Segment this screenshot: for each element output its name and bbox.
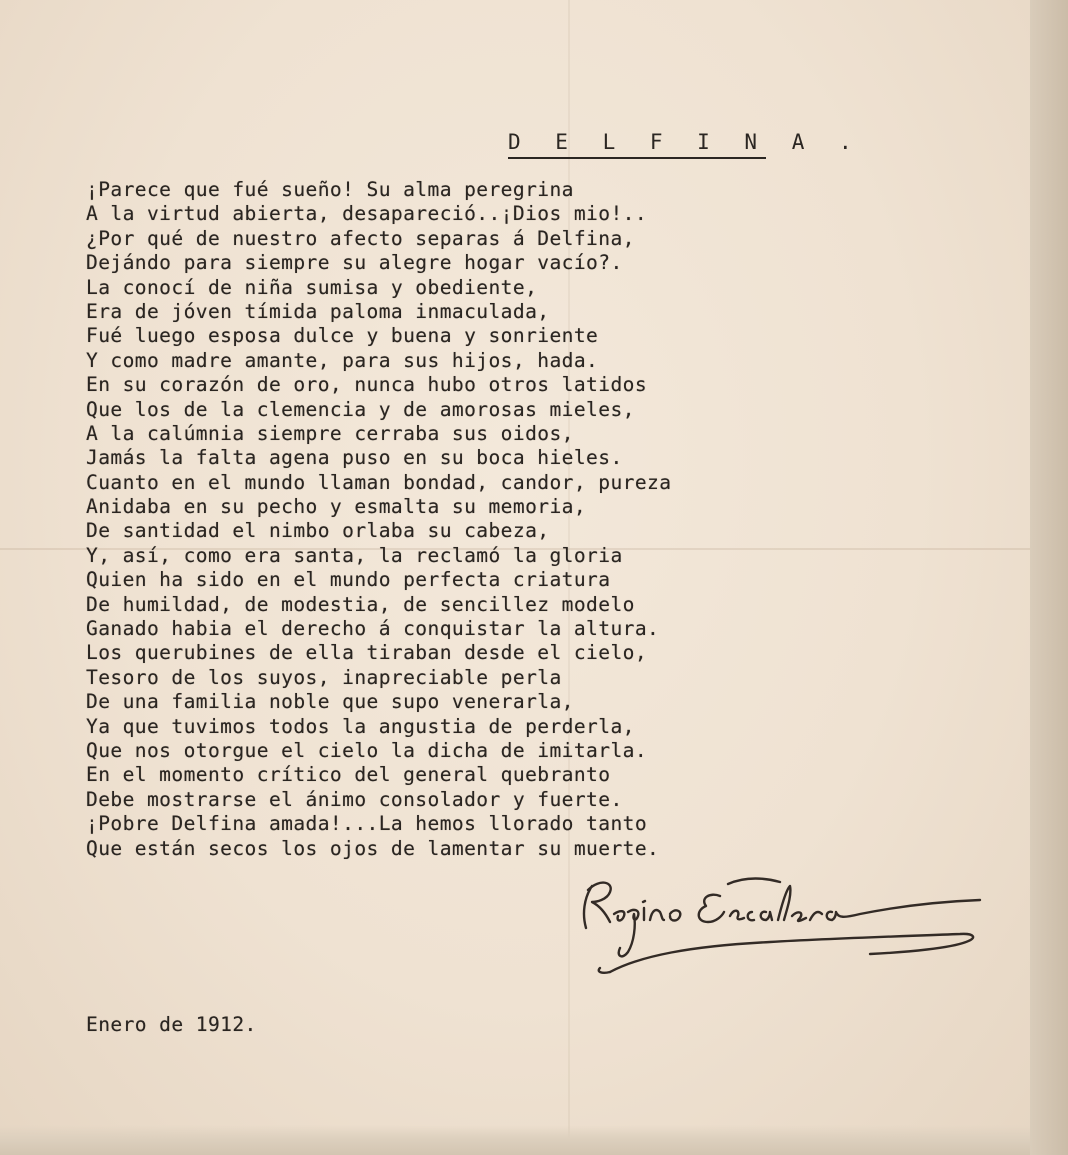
date-line: Enero de 1912.: [86, 1013, 257, 1036]
backing-sheet-edge: [1030, 0, 1068, 1155]
poem-line: Jamás la falta agena puso en su boca hieles.: [86, 446, 623, 470]
poem-line: Cuanto en el mundo llaman bondad, candor, pureza: [86, 470, 672, 494]
poem-body: [86, 178, 671, 861]
poem-line: La conocí de niña sumisa y obediente,: [86, 275, 538, 299]
poem-line: De humildad, de modestia, de sencillez modelo: [86, 592, 635, 616]
poem-line: En el momento crítico del general quebranto: [86, 763, 611, 787]
poem-line: A la virtud abierta, desapareció..¡Dios mio!..: [86, 202, 648, 226]
poem-line: ¡Pobre Delfina amada!...La hemos llorado tanto: [86, 812, 648, 836]
poem-line: De santidad el nimbo orlaba su cabeza,: [86, 519, 550, 543]
poem-line: Y como madre amante, para sus hijos, hada.: [86, 348, 599, 372]
poem-line: Tesoro de los suyos, inapreciable perla: [86, 665, 562, 689]
poem-line: Y, así, como era santa, la reclamó la gloria: [86, 543, 623, 567]
poem-line: Quien ha sido en el mundo perfecta criatura: [86, 568, 611, 592]
poem-line: ¡Parece que fué sueño! Su alma peregrina: [86, 178, 574, 201]
poem-line: Ganado habia el derecho á conquistar la altura.: [86, 617, 660, 641]
poem-line: Ya que tuvimos todos la angustia de perderla,: [86, 714, 635, 738]
poem-line: ¿Por qué de nuestro afecto separas á Delfina,: [86, 226, 635, 250]
poem-line: Que nos otorgue el cielo la dicha de imitarla.: [86, 738, 648, 762]
paper-bottom-edge: [0, 1125, 1030, 1155]
poem-line: Fué luego esposa dulce y buena y sonriente: [86, 324, 599, 348]
poem-line: Que están secos los ojos de lamentar su muerte.: [86, 836, 660, 860]
poem-line: Los querubines de ella tiraban desde el cielo,: [86, 641, 648, 665]
poem-line: A la calúmnia siempre cerraba sus oidos,: [86, 421, 574, 445]
poem-title: D E L F I N A .: [508, 130, 766, 159]
poem-line: Anidaba en su pecho y esmalta su memoria,: [86, 495, 587, 519]
poem-line: En su corazón de oro, nunca hubo otros latidos: [86, 373, 648, 397]
poem-line: Era de jóven tímida paloma inmaculada,: [86, 299, 550, 323]
poem-line: Debe mostrarse el ánimo consolador y fuerte.: [86, 787, 623, 811]
poem-line: Dejándo para siempre su alegre hogar vacío?.: [86, 251, 623, 275]
poem-line: Que los de la clemencia y de amorosas mieles,: [86, 397, 635, 421]
handwritten-signature: [570, 856, 1010, 986]
poem-line: De una familia noble que supo venerarla,: [86, 690, 574, 714]
